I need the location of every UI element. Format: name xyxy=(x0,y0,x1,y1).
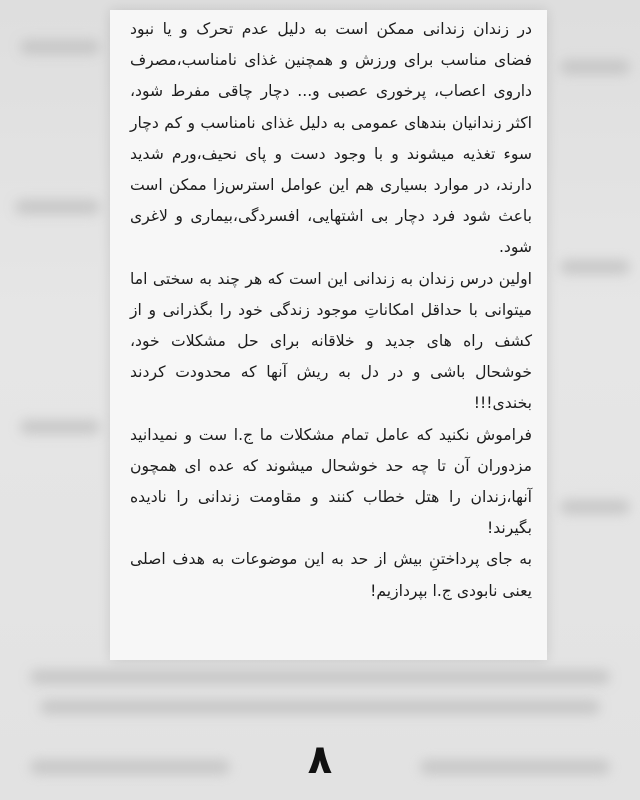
blurred-text-line xyxy=(560,260,630,274)
paragraph: فراموش نکنید که عامل تمام مشکلات ما ج.ا ست و نمیدانید مزدوران آن تا چه حد خوشحال میشوند که عده ای همچون آنها،زندان را هتل خطاب کنند و مقاومت زندانی را نادیده بگیرند! xyxy=(130,425,532,538)
blurred-text-line xyxy=(20,420,100,434)
blurred-text-line xyxy=(30,670,610,684)
blurred-text-line xyxy=(20,40,100,54)
paragraph: اولین درس زندان به زندانی این است که هر چند به سختی اما میتوانی با حداقل امکاناتِ موجود زندگی خود را بگذرانی و از کشف راه های جدید و خلاقانه برای حل مشکلات خود، خوشحال باشی و در دل به ریش آنها که محدودت کردند بخندی!!! xyxy=(130,269,532,413)
blurred-text-line xyxy=(560,500,630,514)
paragraph: در زندان زندانی ممکن است به دلیل عدم تحرک و یا نبود فضای مناسب برای ورزش و همچنین غذای نامناسب،مصرف داروی اعصاب، پرخوری عصبی و... دچار چاقی مفرط شود، اکثر زندانیان بندهای عمومی به دلیل غذای نامناسب و کم دچار سوء تغذیه میشوند و با وجود دست و پای نحیف،ورم شدید دارند، در موارد بسیاری هم این عوامل استرس‌زا ممکن است باعث شود فرد دچار بی اشتهایی، افسردگی،بیماری و لاغری شود. xyxy=(130,20,532,257)
blurred-text-line xyxy=(40,700,600,714)
blurred-text-line xyxy=(15,200,100,214)
blurred-text-line xyxy=(560,60,630,74)
page-number: ۸ xyxy=(307,737,333,783)
document-body xyxy=(130,14,532,607)
paragraph: به جای پرداختنِ بیش از حد به این موضوعات به هدف اصلی یعنی نابودی ج.ا بپردازیم! xyxy=(130,550,532,600)
